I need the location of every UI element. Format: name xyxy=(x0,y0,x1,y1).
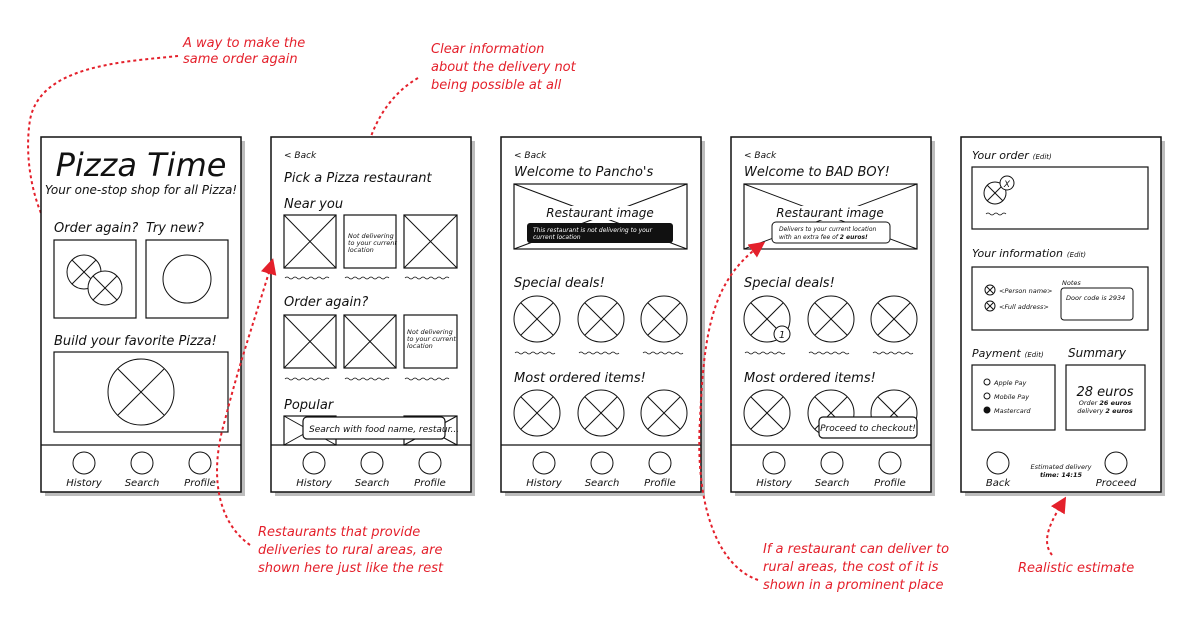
annotation-estimate xyxy=(1018,500,1134,576)
screen-pancho xyxy=(501,137,701,492)
checkout-label: Proceed to checkout! xyxy=(820,424,916,434)
full-address-field[interactable]: <Full address> xyxy=(999,303,1049,311)
summary-box xyxy=(1066,365,1145,430)
annotation-rural-line2: deliveries to rural areas, are xyxy=(258,543,443,558)
near-you-heading: Near you xyxy=(284,197,344,212)
annotation-no-delivery-line2: about the delivery not xyxy=(431,60,576,75)
restaurant-image-label: Restaurant image xyxy=(776,206,884,220)
your-order-label: Your order xyxy=(972,149,1029,162)
nav-profile-label: Profile xyxy=(414,478,446,489)
order-count-badge: X xyxy=(1003,180,1011,190)
breakdown-order-value: 26 euros xyxy=(1099,399,1132,407)
payment-option-label: Apple Pay xyxy=(994,379,1027,387)
cart-count-badge xyxy=(774,326,790,342)
payment-label: Payment xyxy=(972,347,1021,360)
special-deals-heading: Special deals! xyxy=(514,276,605,291)
back-link[interactable]: < Back xyxy=(744,151,777,161)
nav-search-label: Search xyxy=(354,478,390,489)
nav-search-label: Search xyxy=(814,478,850,489)
breakdown-order-prefix: Order xyxy=(1078,399,1100,407)
nav-search-label: Search xyxy=(584,478,620,489)
pick-restaurant-heading: Pick a Pizza restaurant xyxy=(284,171,432,186)
order-again-card[interactable] xyxy=(54,240,136,318)
nav-profile-label: Profile xyxy=(184,478,216,489)
restaurant-image-label: Restaurant image xyxy=(546,206,654,220)
your-information-label: Your information xyxy=(972,247,1063,260)
build-pizza-card[interactable] xyxy=(54,352,228,432)
restaurant-card[interactable] xyxy=(284,315,336,368)
screen-checkout xyxy=(961,137,1161,492)
notice-line1: Delivers to your current location xyxy=(779,226,877,233)
restaurant-card[interactable] xyxy=(284,215,336,268)
cart-count: 1 xyxy=(778,330,786,341)
order-again-heading: Order again? xyxy=(54,221,139,236)
edit-payment-link[interactable]: (Edit) xyxy=(1024,351,1044,359)
not-delivering-line2: to your current xyxy=(407,335,456,343)
restaurant-card[interactable] xyxy=(344,315,396,368)
breakdown-delivery-prefix: delivery xyxy=(1077,407,1106,415)
annotation-cost-line1: If a restaurant can deliver to xyxy=(763,542,950,557)
nav-history-label: History xyxy=(526,478,562,489)
most-ordered-heading: Most ordered items! xyxy=(514,371,646,386)
not-delivering-notice xyxy=(527,223,673,243)
breakdown-delivery xyxy=(1077,407,1133,415)
try-new-heading: Try new? xyxy=(146,221,204,236)
notice-line1: This restaurant is not delivering to your xyxy=(533,227,653,234)
not-delivering-line1: Not delivering xyxy=(407,328,453,336)
try-new-card[interactable] xyxy=(146,240,228,318)
annotation-rural-line1: Restaurants that provide xyxy=(258,525,421,540)
search-placeholder: Search with food name, restaur... xyxy=(309,425,460,435)
back-link[interactable]: < Back xyxy=(514,151,547,161)
not-delivering-line1: Not delivering xyxy=(348,232,394,240)
annotation-reorder-line1: A way to make the xyxy=(183,36,306,51)
notice-line2-prefix: with an extra fee of xyxy=(779,234,840,241)
nav-history-label: History xyxy=(66,478,102,489)
notice-line2: current location xyxy=(533,234,581,241)
not-delivering-line3: location xyxy=(348,246,374,254)
annotation-no-delivery-line3: being possible at all xyxy=(431,78,562,93)
estimate-label: Estimated delivery xyxy=(1030,463,1092,471)
annotation-rural-line3: shown here just like the rest xyxy=(258,561,444,576)
order-again-heading: Order again? xyxy=(284,295,369,310)
annotation-no-delivery-line1: Clear information xyxy=(431,42,545,57)
edit-order-link[interactable]: (Edit) xyxy=(1032,153,1052,161)
total-price: 28 euros xyxy=(1076,385,1134,400)
notice-fee: 2 euros! xyxy=(839,234,868,241)
screen-bad-boy xyxy=(731,137,931,492)
search-input[interactable] xyxy=(303,417,459,439)
nav-profile-label: Profile xyxy=(874,478,906,489)
screen-home xyxy=(41,137,241,492)
notes-value: Door code is 2934 xyxy=(1066,294,1126,302)
build-heading: Build your favorite Pizza! xyxy=(54,334,217,349)
estimate-time: time: 14:15 xyxy=(1039,471,1083,479)
person-name-field[interactable]: <Person name> xyxy=(999,287,1053,295)
welcome-heading: Welcome to BAD BOY! xyxy=(744,165,890,180)
payment-option-label: Mastercard xyxy=(994,407,1031,415)
annotation-estimate-text: Realistic estimate xyxy=(1018,561,1135,576)
not-delivering-line2: to your current xyxy=(348,239,397,247)
restaurant-card[interactable] xyxy=(404,215,457,268)
arrow-estimate xyxy=(1047,500,1064,555)
notes-field[interactable] xyxy=(1061,288,1133,320)
order-summary-box xyxy=(972,167,1148,229)
not-delivering-line3: location xyxy=(407,342,433,350)
restaurant-card-not-delivering[interactable] xyxy=(344,215,397,268)
app-title: Pizza Time xyxy=(55,146,227,184)
checkout-button[interactable] xyxy=(819,417,917,438)
notice-line2 xyxy=(779,234,868,241)
back-link[interactable]: < Back xyxy=(284,151,317,161)
special-deals-heading: Special deals! xyxy=(744,276,835,291)
nav-profile-label: Profile xyxy=(644,478,676,489)
popular-heading: Popular xyxy=(284,398,334,413)
payment-box xyxy=(972,365,1055,430)
most-ordered-heading: Most ordered items! xyxy=(744,371,876,386)
payment-option-label: Mobile Pay xyxy=(994,393,1030,401)
screen-restaurants xyxy=(271,137,471,492)
delivery-fee-notice xyxy=(772,222,890,243)
breakdown-order xyxy=(1079,399,1132,407)
app-subtitle: Your one-stop shop for all Pizza! xyxy=(44,183,238,197)
annotation-cost-line3: shown in a prominent place xyxy=(763,578,944,593)
welcome-heading: Welcome to Pancho's xyxy=(514,165,654,180)
breakdown-delivery-value: 2 euros xyxy=(1105,407,1133,415)
restaurant-card-not-delivering[interactable] xyxy=(404,315,457,368)
information-box xyxy=(972,267,1148,330)
nav-history-label: History xyxy=(756,478,792,489)
notes-label: Notes xyxy=(1062,279,1081,287)
summary-heading: Summary xyxy=(1068,346,1126,360)
annotation-reorder-line2: same order again xyxy=(183,52,298,67)
edit-information-link[interactable]: (Edit) xyxy=(1066,251,1086,259)
back-button-label: Back xyxy=(985,478,1011,489)
proceed-button-label: Proceed xyxy=(1095,478,1137,489)
annotation-cost-line2: rural areas, the cost of it is xyxy=(763,560,939,575)
nav-search-label: Search xyxy=(124,478,160,489)
nav-history-label: History xyxy=(296,478,332,489)
